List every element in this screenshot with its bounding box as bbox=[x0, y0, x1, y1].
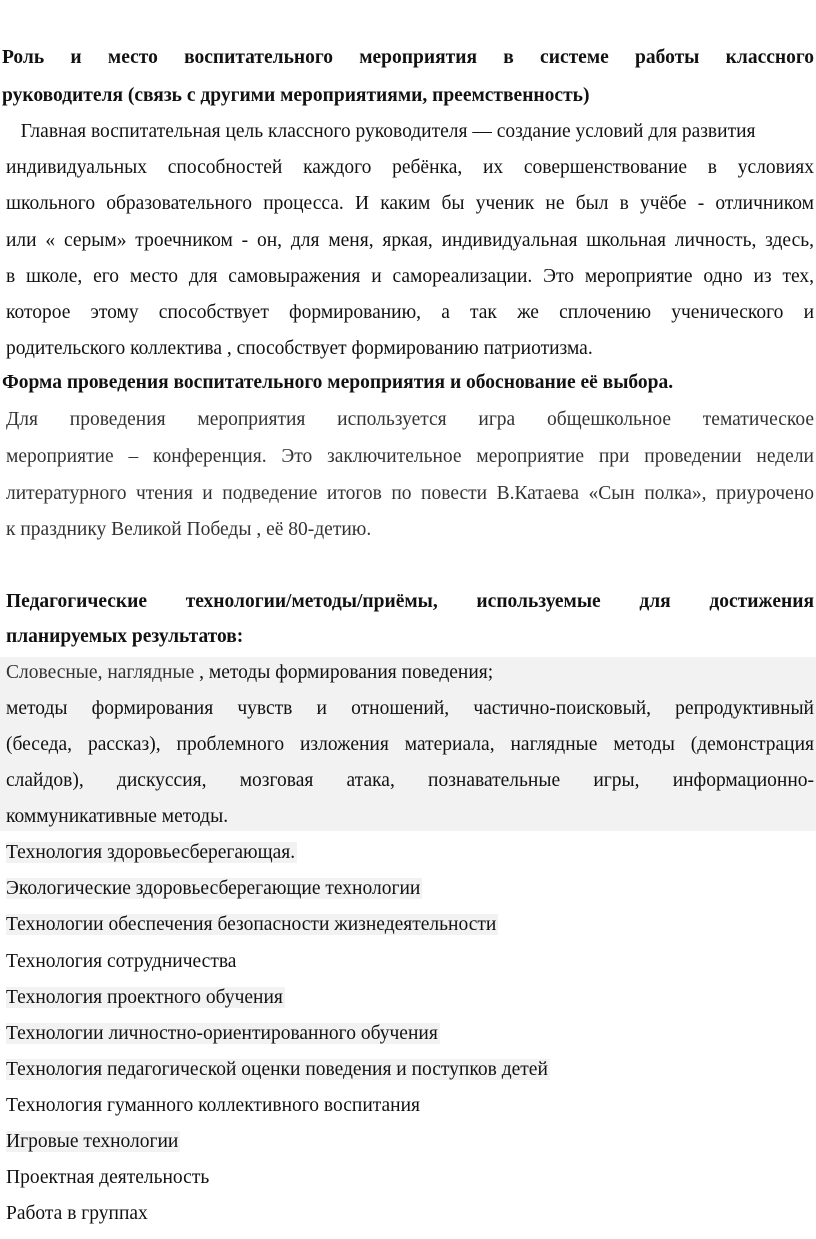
technology-list-item: Технологии обеспечения безопасности жизнедеятельности bbox=[6, 914, 497, 935]
section2-paragraph-line: мероприятие – конференция. Это заключительное мероприятие при проведении недели bbox=[6, 446, 814, 467]
section1-paragraph-line: школьного образовательного процесса. И каким бы ученик не был в учёбе - отличником bbox=[6, 193, 814, 214]
methods-line-part-b: , методы формирования поведения; bbox=[194, 662, 494, 683]
methods-line-part-a: Словесные, наглядные bbox=[6, 662, 195, 683]
section3-heading-line2: планируемых результатов: bbox=[6, 626, 244, 647]
technology-list-item: Проектная деятельность bbox=[6, 1167, 210, 1188]
methods-line bbox=[6, 661, 814, 685]
methods-paragraph-line: (беседа, рассказ), проблемного изложения материала, наглядные методы (демонстрация bbox=[6, 734, 814, 755]
section1-paragraph-line: индивидуальных способностей каждого ребёнка, их совершенствование в условиях bbox=[6, 157, 814, 178]
section1-paragraph-line: которое этому способствует формированию, а так же сплочению ученического и bbox=[6, 302, 814, 323]
section1-paragraph-line: в школе, его место для самовыражения и самореализации. Это мероприятие одно из тех, bbox=[6, 266, 814, 287]
methods-paragraph-line: слайдов), дискуссия, мозговая атака, познавательные игры, информационно- bbox=[6, 770, 814, 791]
section2-paragraph-line: к празднику Великой Победы , её 80-детию. bbox=[6, 519, 372, 540]
section2-paragraph-line: Для проведения мероприятия используется игра общешкольное тематическое bbox=[6, 409, 814, 430]
technology-list-item: Игровые технологии bbox=[6, 1131, 179, 1152]
technology-list-item: Технологии личностно-ориентированного обучения bbox=[6, 1023, 438, 1044]
technology-list-item: Технология сотрудничества bbox=[6, 951, 237, 972]
technology-list-item: Экологические здоровьесберегающие технологии bbox=[6, 878, 421, 899]
section2-heading: Форма проведения воспитательного мероприятия и обоснование её выбора. bbox=[2, 372, 674, 393]
section2-paragraph-line: литературного чтения и подведение итогов по повести В.Катаева «Сын полка», приурочено bbox=[6, 483, 814, 504]
technology-list-item: Технология гуманного коллективного воспитания bbox=[6, 1095, 421, 1116]
technology-list-item: Технология здоровьесберегающая. bbox=[6, 842, 296, 863]
section1-paragraph-line: Главная воспитательная цель классного руководителя — создание условий для развития bbox=[6, 121, 756, 142]
technology-list-item: Технология проектного обучения bbox=[6, 987, 283, 1008]
methods-paragraph-line: методы формирования чувств и отношений, частично-поисковый, репродуктивный bbox=[6, 698, 814, 719]
methods-paragraph-line: коммуникативные методы. bbox=[6, 806, 229, 827]
section1-heading-line2: руководителя (связь с другими мероприятиями, преемственность) bbox=[2, 85, 590, 106]
section1-paragraph-line: родительского коллектива , способствует формированию патриотизма. bbox=[6, 338, 593, 359]
section1-heading-line1: Роль и место воспитательного мероприятия в системе работы классного bbox=[2, 47, 814, 68]
section3-heading-line1: Педагогические технологии/методы/приёмы, используемые для достижения bbox=[6, 591, 814, 612]
section1-paragraph-line: или « серым» троечником - он, для меня, яркая, индивидуальная школьная личность, здесь, bbox=[6, 230, 814, 251]
technology-list-item: Работа в группах bbox=[6, 1203, 148, 1224]
technology-list-item: Технология педагогической оценки поведения и поступков детей bbox=[6, 1059, 548, 1080]
